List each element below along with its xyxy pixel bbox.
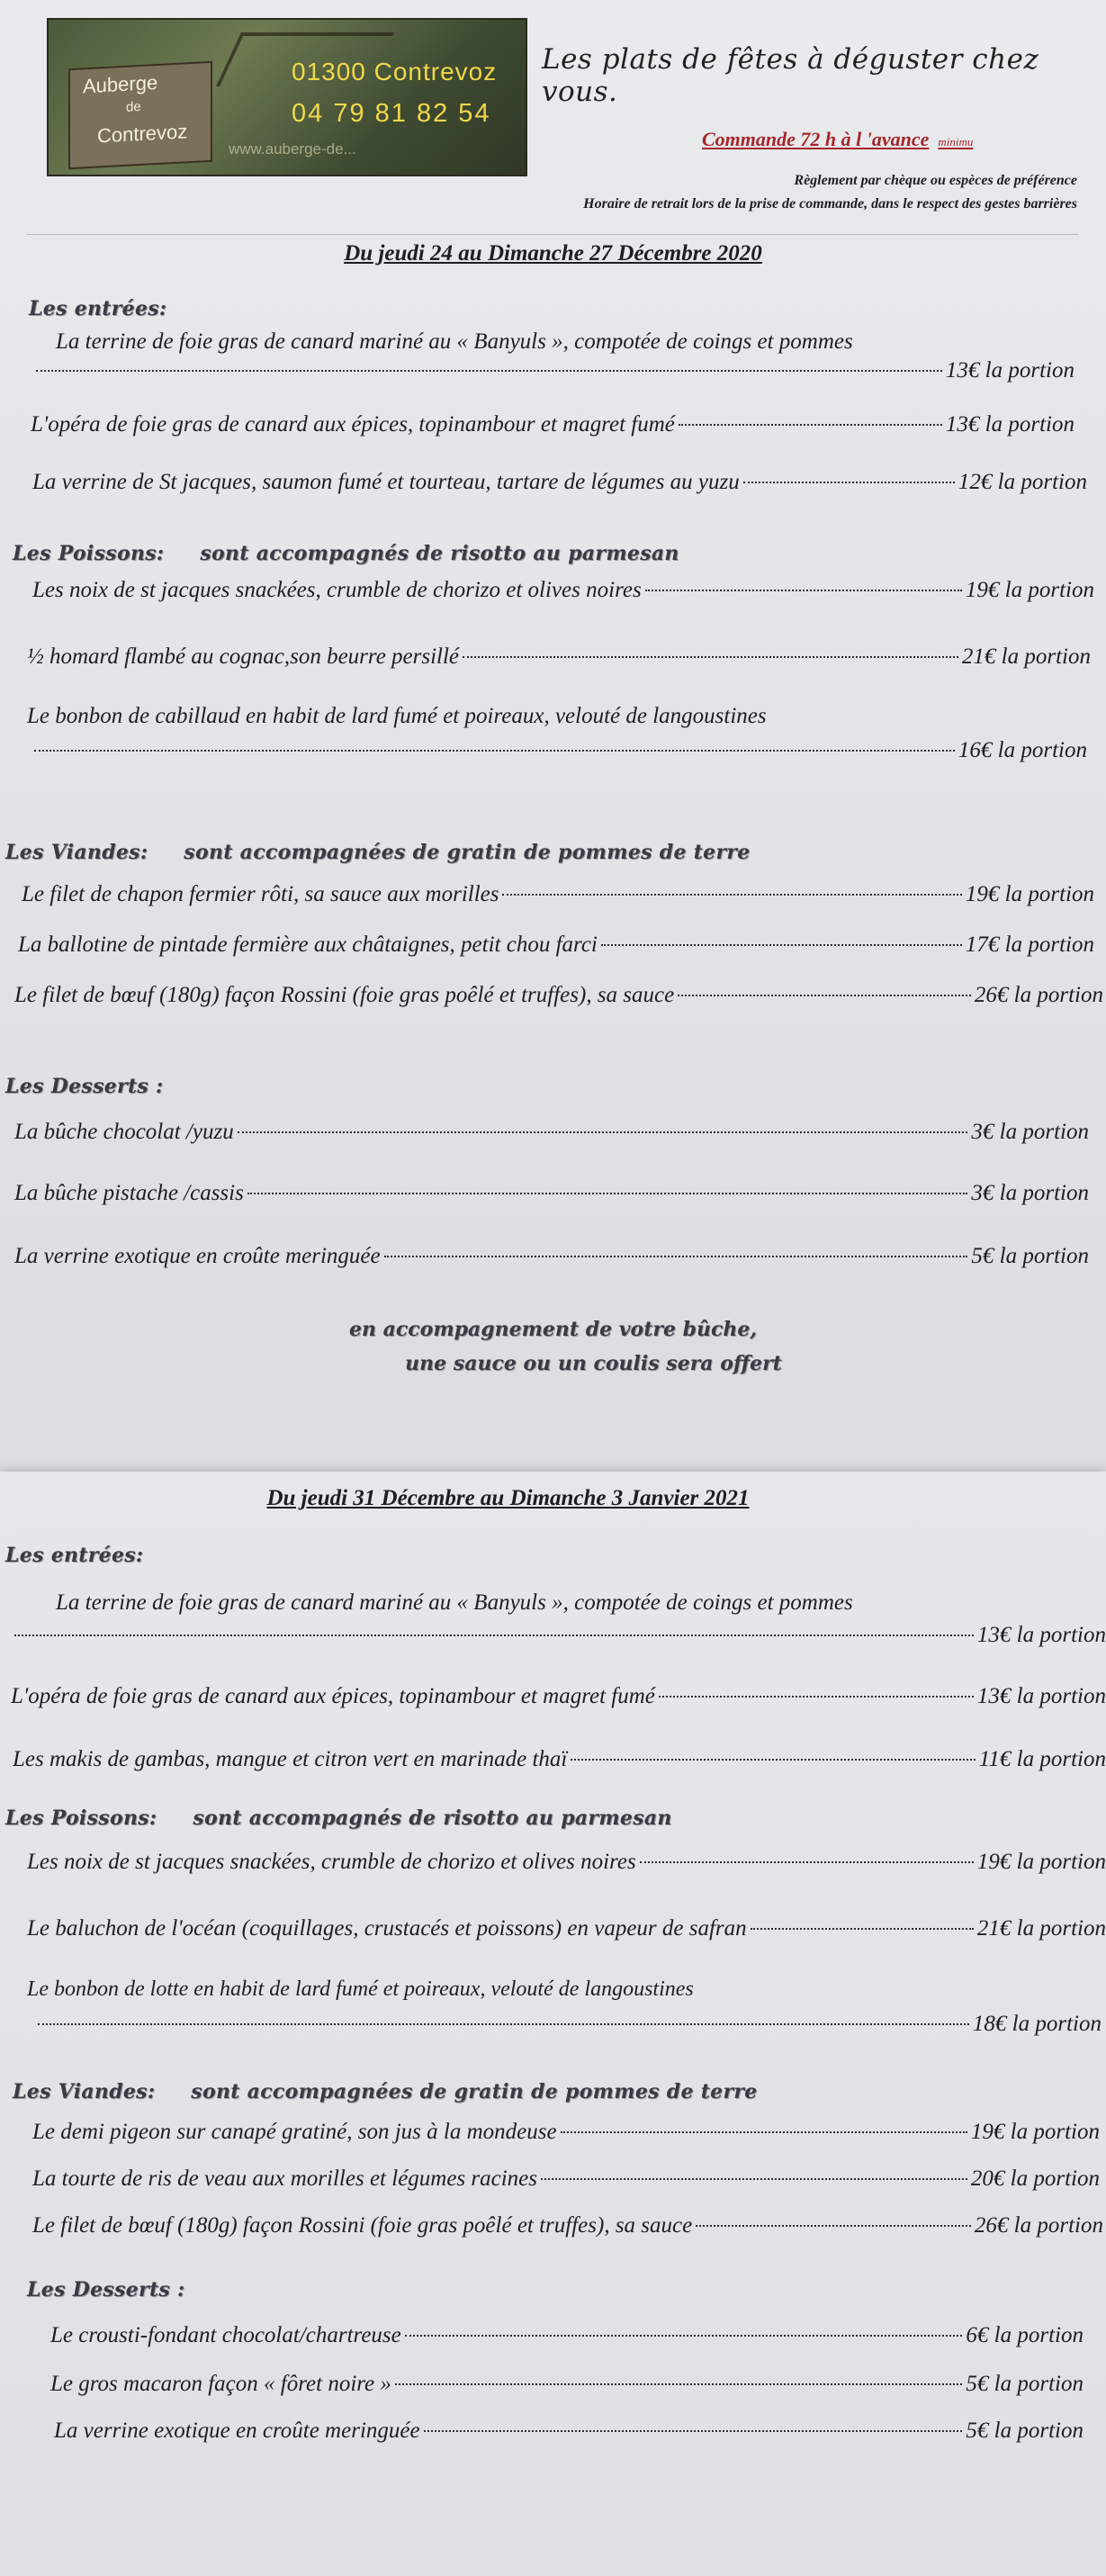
menu-item-name: Le gros macaron façon « fôret noire » (50, 2372, 391, 2396)
section-title-desserts: Les Desserts : (27, 2278, 185, 2301)
menu-item-price: 5€ la portion (966, 2372, 1084, 2396)
dot-leader (645, 590, 962, 591)
menu-item (14, 1244, 1089, 1269)
dot-leader (36, 370, 942, 372)
menu-item (32, 470, 1087, 495)
period-title: Du jeudi 24 au Dimanche 27 Décembre 2020 (344, 241, 762, 266)
dot-leader (238, 1131, 968, 1133)
section-note-viandes: sont accompagnées de gratin de pommes de terre (184, 841, 751, 864)
menu-item-name: La verrine exotique en croûte meringuée (54, 2418, 420, 2443)
dot-leader (405, 2335, 963, 2337)
menu-item (50, 2323, 1084, 2348)
section-title-poissons-label: Les Poissons: (5, 1806, 157, 1830)
offer-line2: une sauce ou un coulis sera offert (405, 1352, 782, 1375)
menu-item-price: 17€ la portion (965, 932, 1094, 957)
dot-leader (678, 995, 971, 996)
logo-phone: 04 79 81 82 54 (292, 99, 491, 128)
menu-item (13, 1747, 1106, 1772)
menu-item-price: 6€ la portion (966, 2323, 1084, 2347)
menu-item-price: 13€ la portion (976, 1684, 1106, 1708)
section-title-desserts: Les Desserts : (5, 1075, 164, 1098)
auberge-logo (47, 18, 527, 176)
menu-item-name: La tourte de ris de veau aux morilles et légumes racines (32, 2166, 538, 2191)
menu-item (11, 1684, 1106, 1709)
menu-item (14, 983, 1103, 1008)
menu-item-price: 13€ la portion (945, 412, 1075, 437)
menu-item-price: 11€ la portion (978, 1747, 1106, 1771)
section-title-poissons-label: Les Poissons: (13, 542, 165, 565)
section-title-viandes (13, 2080, 758, 2103)
logo-address: 01300 Contrevoz (292, 58, 498, 86)
menu-item-price: 13€ la portion (945, 358, 1075, 383)
menu-item-name: Les noix de st jacques snackées, crumble de chorizo et olives noires (32, 578, 642, 602)
order-notice-text: Commande 72 h à l 'avance (702, 128, 930, 150)
logo-name-line1: Auberge (83, 70, 158, 98)
menu-item-price: 20€ la portion (970, 2166, 1100, 2191)
dot-leader (659, 1696, 974, 1698)
menu-item (18, 932, 1094, 958)
dot-leader (601, 944, 962, 946)
menu-item-name: La ballotine de pintade fermière aux châtaignes, petit chou farci (18, 932, 598, 957)
menu-item-name: Le bonbon de cabillaud en habit de lard fumé et poireaux, velouté de langoustines (27, 704, 767, 728)
section-title-poissons (13, 542, 679, 565)
menu-item (14, 1181, 1089, 1206)
menu-item-name: Le filet de bœuf (180g) façon Rossini (foie gras poêlé et truffes), sa sauce (32, 2213, 693, 2238)
menu-item-price: 19€ la portion (965, 882, 1094, 906)
menu-item (27, 644, 1091, 670)
dot-leader (424, 2430, 963, 2432)
section-title-viandes-label: Les Viandes: (13, 2080, 156, 2103)
menu-item-price: 16€ la portion (958, 738, 1087, 762)
logo-web: www.auberge-de... (229, 140, 356, 158)
menu-item-price: 5€ la portion (971, 1244, 1089, 1268)
menu-item (31, 738, 1087, 763)
dot-leader (571, 1759, 975, 1761)
menu-item-price: 21€ la portion (961, 644, 1091, 669)
dot-leader (502, 894, 961, 896)
menu-item-name: La terrine de foie gras de canard mariné au « Banyuls », compotée de coings et pommes (56, 1590, 853, 1615)
menu-item-name: Le filet de bœuf (180g) façon Rossini (foie gras poêlé et truffes), sa sauce (14, 983, 675, 1007)
menu-item (50, 2372, 1084, 2397)
menu-item-name: Les makis de gambas, mangue et citron vert en marinade thaï (13, 1747, 568, 1771)
menu-item-price: 5€ la portion (966, 2418, 1084, 2443)
pickup-note: Horaire de retrait lors de la prise de commande, dans le respect des gestes barrières (583, 196, 1077, 212)
header (0, 0, 1106, 225)
menu-item-name: Le demi pigeon sur canapé gratiné, son jus à la mondeuse (32, 2120, 557, 2144)
menu-sheet-new-year (0, 1472, 1106, 2576)
dot-leader (541, 2178, 967, 2180)
menu-item (31, 412, 1075, 437)
menu-item-price: 26€ la portion (974, 2213, 1103, 2238)
dot-leader (679, 424, 942, 426)
menu-item (32, 2166, 1100, 2192)
menu-item-price: 19€ la portion (976, 1850, 1106, 1874)
dot-leader (34, 750, 955, 752)
logo-name-line3: Contrevoz (97, 120, 188, 148)
menu-item-price: 3€ la portion (971, 1120, 1089, 1144)
menu-item-name: Le baluchon de l'océan (coquillages, crustacés et poissons) en vapeur de safran (27, 1916, 747, 1941)
dot-leader (696, 2225, 971, 2227)
period-title: Du jeudi 31 Décembre au Dimanche 3 Janvier 2021 (266, 1486, 750, 1510)
dot-leader (247, 1193, 968, 1194)
logo-name-line2: de (126, 98, 141, 115)
section-note-viandes: sont accompagnées de gratin de pommes de terre (191, 2080, 758, 2103)
menu-item-price: 13€ la portion (976, 1623, 1106, 1647)
payment-note: Règlement par chèque ou espèces de préférence (794, 173, 1077, 188)
menu-item (11, 1623, 1106, 1648)
dot-leader (640, 1861, 974, 1863)
menu-item (32, 358, 1075, 383)
menu-item (32, 578, 1094, 603)
header-divider (27, 234, 1079, 235)
dot-leader (751, 1928, 974, 1930)
dot-leader (743, 482, 955, 483)
order-notice (702, 128, 973, 151)
menu-item-price: 18€ la portion (972, 2012, 1102, 2036)
dot-leader (38, 2023, 969, 2025)
section-note-poissons: sont accompagnés de risotto au parmesan (193, 1806, 672, 1830)
section-title-viandes (5, 841, 751, 864)
logo-sign (68, 61, 212, 169)
menu-item (32, 2120, 1100, 2145)
menu-item-name: Le filet de chapon fermier rôti, sa sauce aux morilles (22, 882, 499, 906)
menu-item-price: 19€ la portion (965, 578, 1094, 602)
menu-item-name: La terrine de foie gras de canard mariné au « Banyuls », compotée de coings et pommes (56, 329, 853, 354)
menu-item-name: L'opéra de foie gras de canard aux épices, topinambour et magret fumé (31, 412, 675, 437)
section-note-poissons: sont accompagnés de risotto au parmesan (200, 542, 679, 565)
menu-item-price: 12€ la portion (958, 470, 1087, 494)
section-title-poissons (5, 1806, 672, 1830)
menu-item-price: 26€ la portion (974, 983, 1103, 1007)
menu-item (27, 1850, 1106, 1875)
menu-item-name: L'opéra de foie gras de canard aux épices, topinambour et magret fumé (11, 1684, 655, 1708)
offer-line1: en accompagnement de votre bûche, (348, 1318, 758, 1341)
menu-item (14, 1120, 1089, 1145)
menu-item-name: ½ homard flambé au cognac,son beurre persillé (27, 644, 460, 669)
menu-item (27, 1916, 1106, 1941)
section-title-viandes-label: Les Viandes: (5, 841, 148, 864)
offer-note (0, 1312, 1106, 1381)
menu-item-price: 21€ la portion (976, 1916, 1106, 1941)
menu-item-name: La bûche pistache /cassis (14, 1181, 244, 1205)
menu-item-name: Le bonbon de lotte en habit de lard fumé et poireaux, velouté de langoustines (27, 1977, 694, 2001)
menu-item-name: La verrine de St jacques, saumon fumé et tourteau, tartare de légumes au yuzu (32, 470, 740, 494)
menu-item (32, 2213, 1103, 2238)
menu-item-price: 19€ la portion (970, 2120, 1100, 2144)
menu-item (34, 2012, 1102, 2037)
menu-item-name: Les noix de st jacques snackées, crumble de chorizo et olives noires (27, 1850, 636, 1874)
menu-item (22, 882, 1094, 907)
section-title-entrees: Les entrées: (29, 297, 167, 320)
menu-item-name: La bûche chocolat /yuzu (14, 1120, 234, 1144)
menu-item-name: Le crousti-fondant chocolat/chartreuse (50, 2323, 401, 2347)
dot-leader (14, 1635, 974, 1636)
menu-item-name: La verrine exotique en croûte meringuée (14, 1244, 381, 1268)
order-min: minimu (938, 135, 974, 149)
tagline: Les plats de fêtes à déguster chez vous. (542, 43, 1039, 108)
dot-leader (395, 2383, 963, 2385)
dot-leader (463, 656, 958, 658)
section-title-entrees: Les entrées: (5, 1544, 144, 1567)
dot-leader (384, 1256, 968, 1257)
menu-item (54, 2418, 1084, 2444)
menu-item-price: 3€ la portion (971, 1181, 1089, 1205)
dot-leader (561, 2131, 967, 2133)
